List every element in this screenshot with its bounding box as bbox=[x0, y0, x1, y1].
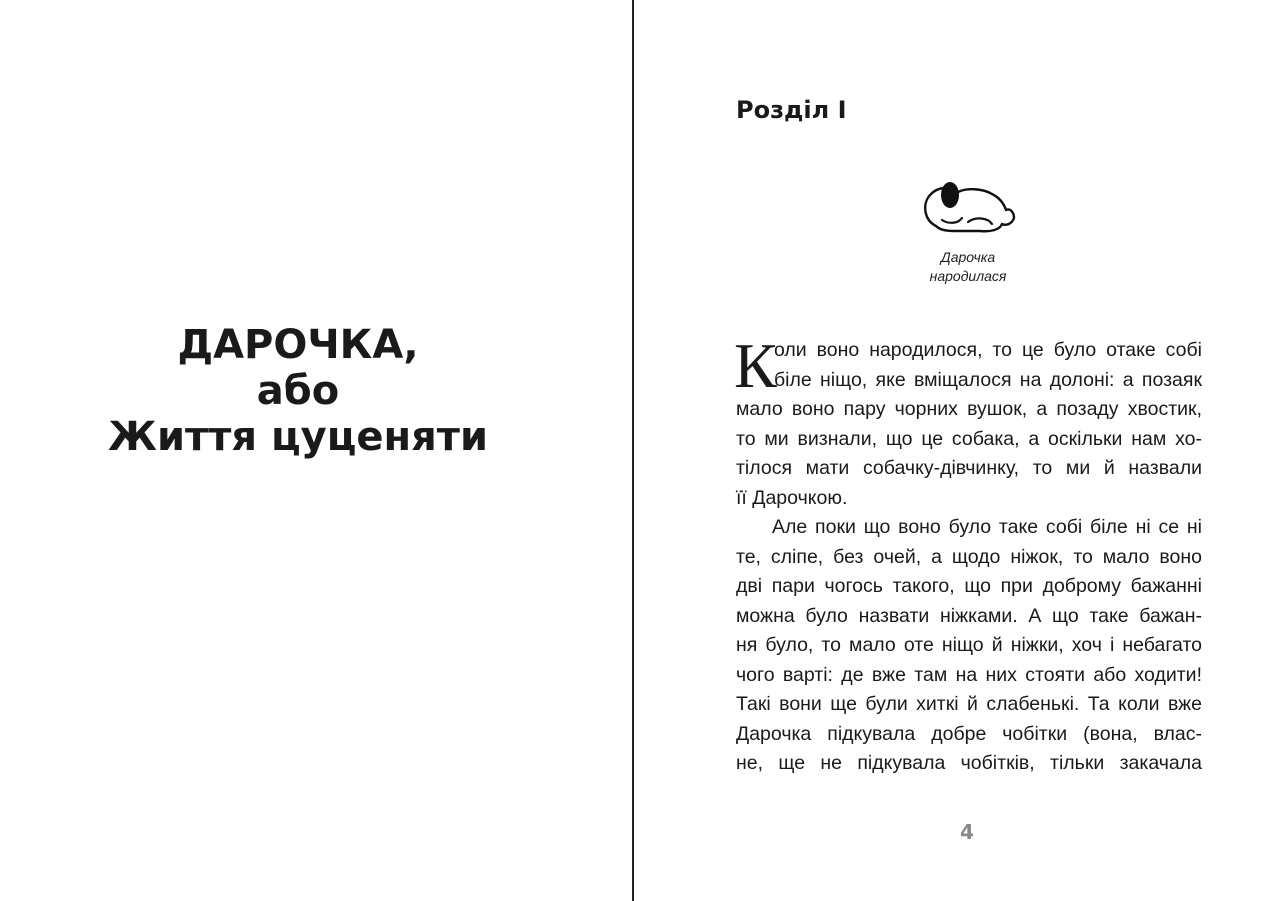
text-line: оли воно народилося, то це було отаке собі bbox=[774, 339, 1202, 361]
chapter-heading: Розділ I bbox=[736, 96, 847, 124]
text-line: можна було назвати ніжками. А що таке бажан- bbox=[736, 604, 1202, 627]
text-line: Але поки що воно було таке собі біле ні се ні bbox=[772, 516, 1202, 538]
title-line: ДАРОЧКА, bbox=[177, 322, 419, 368]
chapter-body-text bbox=[734, 330, 1202, 779]
text-line: мало воно пару чорних вушок, а позаду хвостик, bbox=[736, 398, 1202, 420]
paragraph-2 bbox=[736, 513, 1202, 779]
text-line: чого варті: де вже там на них стояти або ходити! bbox=[736, 663, 1202, 686]
title-line: або bbox=[256, 368, 340, 414]
right-page bbox=[634, 0, 1265, 901]
text-line: те, сліпе, без очей, а щодо ніжок, то мало воно bbox=[736, 545, 1202, 568]
caption-line: народилася bbox=[929, 268, 1007, 284]
text-line: її Дарочкою. bbox=[736, 486, 848, 509]
text-line: Такі вони ще були хиткі й слабенькі. Та коли вже bbox=[736, 693, 1202, 715]
illustration-caption bbox=[884, 248, 1052, 286]
book-title bbox=[0, 322, 596, 460]
text-line: Дарочка підкувала добре чобітки (вона, влас- bbox=[736, 722, 1202, 745]
text-line: ня було, то мало оте ніщо й ніжки, хоч і небагато bbox=[736, 634, 1202, 656]
text-line: то ми визнали, що це собака, а оскільки нам хо- bbox=[736, 427, 1202, 450]
paragraph-1 bbox=[734, 330, 1202, 513]
title-line: Життя цуценяти bbox=[108, 414, 488, 460]
text-line: не, ще не підкувала чобітків, тільки закачала bbox=[736, 752, 1202, 774]
sleeping-puppy-icon bbox=[920, 180, 1018, 238]
drop-cap: К bbox=[734, 330, 777, 401]
text-line: тілося мати собачку-дівчинку, то ми й назвали bbox=[736, 457, 1202, 479]
text-line: дві пари чогось такого, що при доброму бажанні bbox=[736, 575, 1202, 597]
page-number: 4 bbox=[960, 820, 974, 844]
text-line: біле ніщо, яке вміщалося на долоні: а позаяк bbox=[774, 368, 1202, 391]
caption-line: Дарочка bbox=[940, 249, 996, 265]
